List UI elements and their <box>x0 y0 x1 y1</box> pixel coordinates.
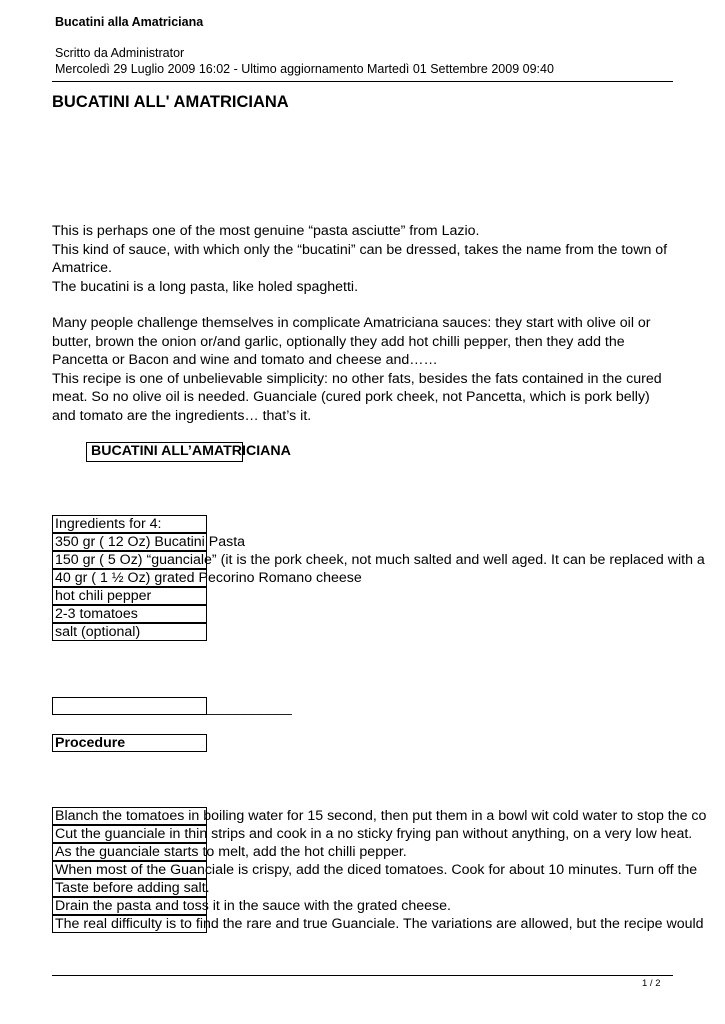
ingredient-item: 2-3 tomatoes <box>55 606 138 622</box>
ingredients-header: Ingredients for 4: <box>55 516 162 532</box>
ingredient-item: salt (optional) <box>55 624 141 640</box>
description-line: This recipe is one of unbelievable simplicity: no other fats, besides the fats contained in the cured meat. So no olive oil is needed. Guanciale (cured pork cheek, not Pancetta, which is pork belly) and tomato are the ingredients… that’s it. <box>52 370 662 424</box>
intro-line: This kind of sauce, with which only the “bucatini” can be dressed, takes the name from the town of Amatrice. <box>52 241 668 277</box>
footer-divider <box>52 975 673 976</box>
recipe-title: BUCATINI ALL’AMATRICIANA <box>91 443 291 459</box>
separator-line: ______________________________ <box>55 700 292 716</box>
intro-line: The bucatini is a long pasta, like holed spaghetti. <box>52 278 359 295</box>
header-divider <box>52 81 673 82</box>
page-number: 1 / 2 <box>642 978 661 989</box>
procedure-step: The real difficulty is to find the rare and true Guanciale. The variations are allowed, but the recipe would <box>55 916 704 932</box>
procedure-step: Drain the pasta and toss it in the sauce with the grated cheese. <box>55 898 451 914</box>
ingredient-item: hot chili pepper <box>55 588 152 604</box>
procedure-step: When most of the Guanciale is crispy, add the diced tomatoes. Cook for about 10 minutes. Turn off the <box>55 862 698 878</box>
document-title: Bucatini alla Amatriciana <box>55 15 204 29</box>
ingredient-item: 350 gr ( 12 Oz) Bucatini Pasta <box>55 534 246 550</box>
description-line: Many people challenge themselves in complicate Amatriciana sauces: they start with olive oil or butter, brown the onion or/and garlic, optionally they add hot chilli pepper, then they add the Pancetta or Bacon and wine and tomato and cheese and…… <box>52 315 651 369</box>
procedure-step: Blanch the tomatoes in boiling water for 15 second, then put them in a bowl wit cold water to stop the co <box>55 808 707 824</box>
procedure-step: Cut the guanciale in thin strips and cook in a no sticky frying pan without anything, on a very low heat. <box>55 826 693 842</box>
procedure-step: Taste before adding salt. <box>55 880 210 896</box>
ingredient-item: 150 gr ( 5 Oz) “guanciale” (it is the pork cheek, not much salted and well aged. It can be replaced with a <box>55 552 705 568</box>
ingredient-item: 40 gr ( 1 ½ Oz) grated Pecorino Romano cheese <box>55 570 362 586</box>
article-heading: BUCATINI ALL' AMATRICIANA <box>52 93 289 111</box>
procedure-step: As the guanciale starts to melt, add the hot chilli pepper. <box>55 844 407 860</box>
description-paragraph <box>52 314 677 426</box>
intro-line: This is perhaps one of the most genuine “pasta asciutte” from Lazio. <box>52 223 480 239</box>
intro-paragraph <box>52 222 677 296</box>
procedure-label: Procedure <box>55 735 126 751</box>
date-line: Mercoledì 29 Luglio 2009 16:02 - Ultimo aggiornamento Martedì 01 Settembre 2009 09:40 <box>55 62 554 76</box>
author-line: Scritto da Administrator <box>55 46 185 60</box>
